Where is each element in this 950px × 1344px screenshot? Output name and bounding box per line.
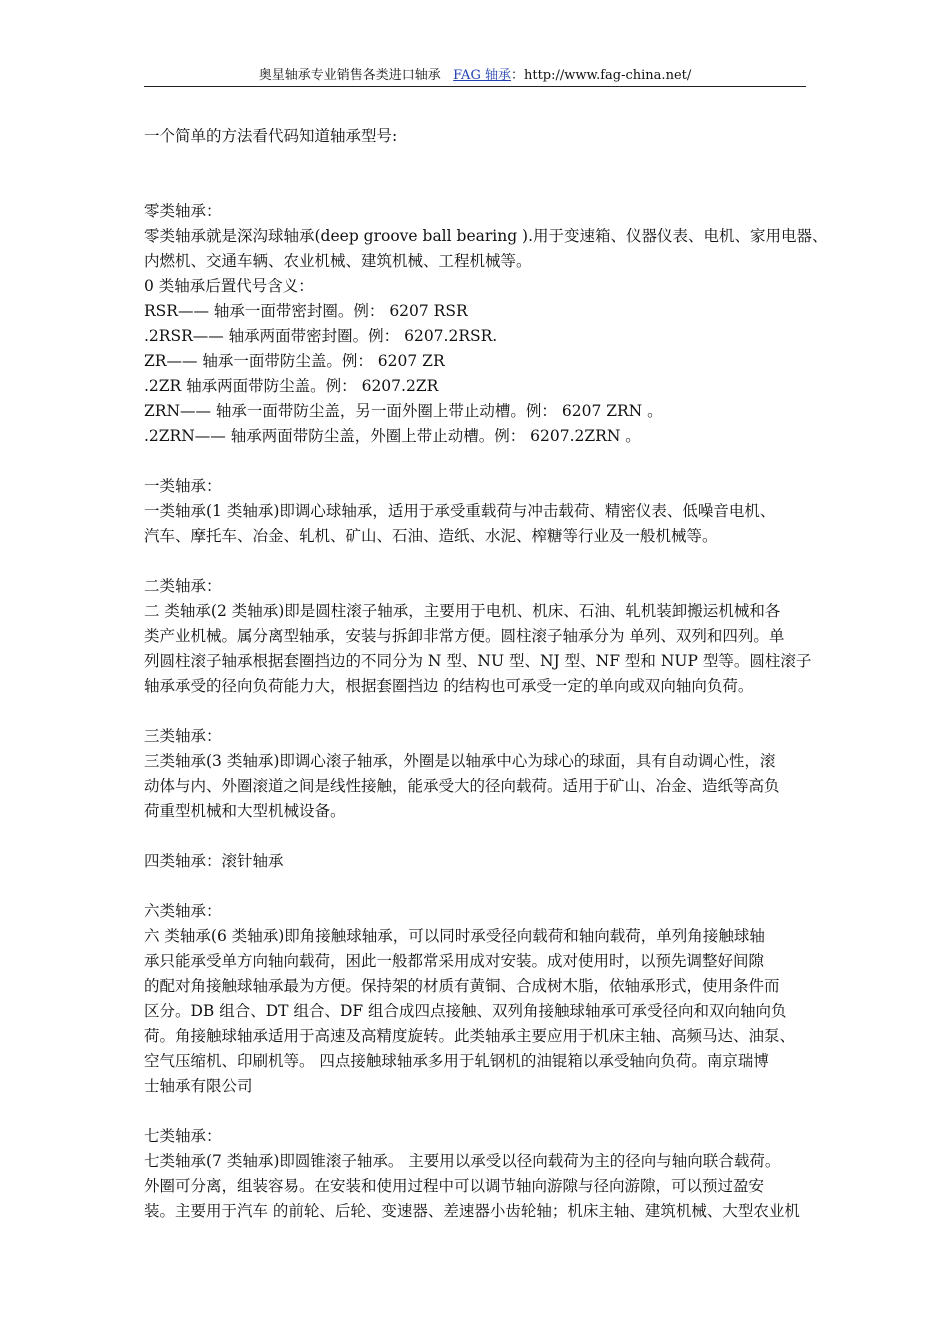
- sections: [144, 199, 828, 1224]
- section-heading: 二类轴承：: [144, 577, 222, 595]
- paragraph-line: 荷重型机械和大型机械设备。: [144, 802, 346, 820]
- paragraph-line: 荷。角接触球轴承适用于高速及高精度旋转。此类轴承主要应用于机床主轴、高频马达、油泵、: [144, 1027, 796, 1045]
- paragraph-line: ZR—— 轴承一面带防尘盖。例： 6207 ZR: [144, 352, 445, 370]
- header-url: ：http://www.fag-china.net/: [510, 68, 692, 83]
- header-text: 奥星轴承专业销售各类进口轴承: [258, 68, 441, 83]
- section-heading: 零类轴承：: [144, 202, 222, 220]
- paragraph-line: 的配对角接触球轴承最为方便。保持架的材质有黄铜、合成树木脂，依轴承形式，使用条件而: [144, 977, 780, 995]
- paragraph-line: 承只能承受单方向轴向载荷，困此一般都常采用成对安装。成对使用时，以预先调整好间隙: [144, 952, 765, 970]
- paragraph-line: 区分。DB 组合、DT 组合、DF 组合成四点接触、双列角接触球轴承可承受径向和双向轴向负: [144, 1002, 787, 1020]
- paragraph-line: 汽车、摩托车、冶金、轧机、矿山、石油、造纸、水泥、榨糖等行业及一般机械等。: [144, 527, 718, 545]
- paragraph-line: .2RSR—— 轴承两面带密封圈。例： 6207.2RSR.: [144, 327, 498, 345]
- paragraph-line: 列圆柱滚子轴承根据套圈挡边的不同分为 N 型、NU 型、NJ 型、NF 型和 NUP 型等。圆柱滚子: [144, 652, 812, 670]
- section-heading: 六类轴承：: [144, 902, 222, 920]
- paragraph-line: ZRN—— 轴承一面带防尘盖，另一面外圈上带止动槽。例： 6207 ZRN 。: [144, 402, 663, 420]
- paragraph-line: 动体与内、外圈滚道之间是线性接触，能承受大的径向载荷。适用于矿山、冶金、造纸等高负: [144, 777, 780, 795]
- document-title: 一个简单的方法看代码知道轴承型号:: [144, 127, 398, 145]
- document-body: [144, 124, 828, 1224]
- header-link[interactable]: FAG 轴承: [453, 68, 511, 83]
- paragraph-line: 外圈可分离，组装容易。在安装和使用过程中可以调节轴向游隙与径向游隙，可以预过盈安: [144, 1177, 765, 1195]
- paragraph-line: 六 类轴承(6 类轴承)即角接触球轴承，可以同时承受径向载荷和轴向载荷，单列角接触球轴: [144, 927, 765, 945]
- paragraph-line: 装。主要用于汽车 的前轮、后轮、变速器、差速器小齿轮轴；机床主轴、建筑机械、大型农业机: [144, 1202, 800, 1220]
- paragraph-line: 七类轴承(7 类轴承)即圆锥滚子轴承。 主要用以承受以径向载荷为主的径向与轴向联合载荷。: [144, 1152, 781, 1170]
- paragraph-line: RSR—— 轴承一面带密封圈。例： 6207 RSR: [144, 302, 468, 320]
- section-heading: 三类轴承：: [144, 727, 222, 745]
- paragraph-line: 一类轴承(1 类轴承)即调心球轴承，适用于承受重载荷与冲击载荷、精密仪表、低噪音电机、: [144, 502, 776, 520]
- paragraph-line: 士轴承有限公司: [144, 1077, 253, 1095]
- paragraph-line: 三类轴承(3 类轴承)即调心滚子轴承，外圈是以轴承中心为球心的球面，具有自动调心性，滚: [144, 752, 776, 770]
- paragraph-line: 轴承承受的径向负荷能力大，根据套圈挡边 的结构也可承受一定的单向或双向轴向负荷。: [144, 677, 754, 695]
- paragraph-line: 0 类轴承后置代号含义：: [144, 277, 314, 295]
- paragraph-line: 零类轴承就是深沟球轴承(deep groove ball bearing ).用于变速箱、仪器仪表、电机、家用电器、: [144, 227, 828, 245]
- paragraph-line: 类产业机械。属分离型轴承，安装与拆卸非常方便。圆柱滚子轴承分为 单列、双列和四列。单: [144, 627, 785, 645]
- section-heading: 四类轴承：滚针轴承: [144, 852, 284, 870]
- section-heading: 七类轴承：: [144, 1127, 222, 1145]
- section-heading: 一类轴承：: [144, 477, 222, 495]
- paragraph-line: 内燃机、交通车辆、农业机械、建筑机械、工程机械等。: [144, 252, 532, 270]
- paragraph-line: .2ZR 轴承两面带防尘盖。例： 6207.2ZR: [144, 377, 439, 395]
- paragraph-line: 空气压缩机、印刷机等。 四点接触球轴承多用于轧钢机的油锟箱以承受轴向负荷。南京瑞博: [144, 1052, 769, 1070]
- paragraph-line: 二 类轴承(2 类轴承)即是圆柱滚子轴承，主要用于电机、机床、石油、轧机装卸搬运机械和各: [144, 602, 781, 620]
- paragraph-line: .2ZRN—— 轴承两面带防尘盖，外圈上带止动槽。例： 6207.2ZRN 。: [144, 427, 641, 445]
- page-header: [144, 66, 806, 87]
